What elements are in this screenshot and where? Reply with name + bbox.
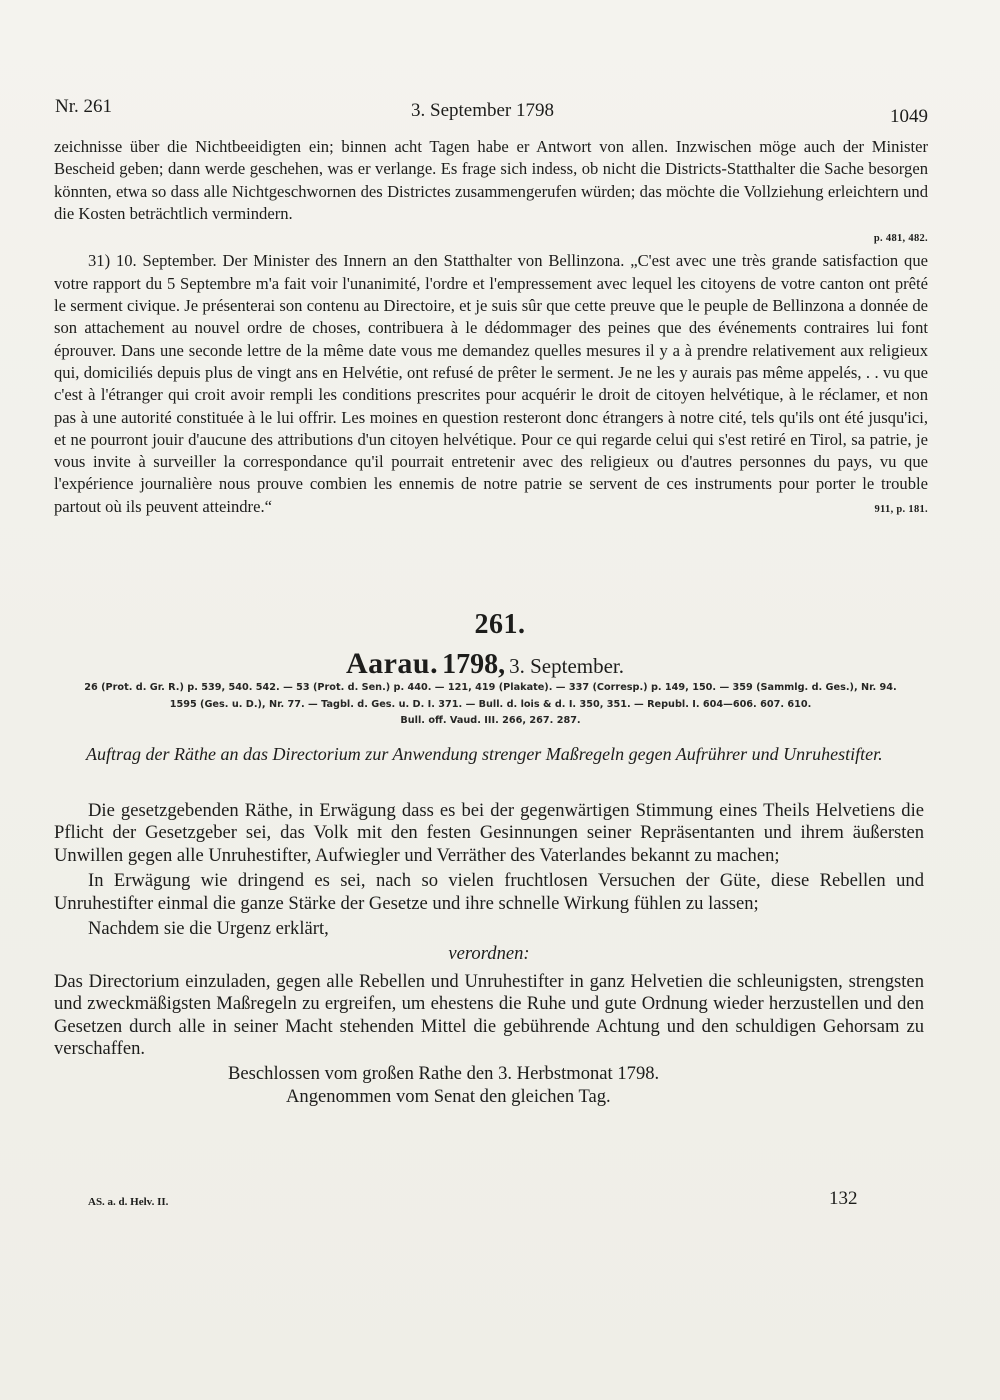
decree-paragraph: In Erwägung wie dringend es sei, nach so vielen fruchtlosen Versuchen der Güte, diese Rebellen und Unruhestifter einmal die ganze Stärke der Gesetze und ihre schnelle Wirkung fühlen zu lassen; (54, 870, 924, 914)
document-place: Aarau. (345, 647, 439, 680)
continuation-paragraph: zeichnisse über die Nichtbeeidigten ein; binnen acht Tagen habe er Antwort von allen. Inzwischen möge auch der Minister Bescheid geben; dann werde geschehen, was er verlange. Es frage sich indess, ob nicht die Districts-Statthalter die Sache besorgen könnten, etwa so dass alle Nichtgeschwornen des Districtes zusammengerufen würden; das möchte die Vollziehung erleichtern und die Kosten beträchtlich vermindern. (54, 137, 928, 223)
document-year: 1798, (442, 649, 506, 680)
decree-paragraph: Das Directorium einzuladen, gegen alle Rebellen und Unruhestifter in ganz Helvetien die schleunigsten, strengsten und zweckmäßigsten Maßregeln zu ergreifen, um ehestens die Ruhe und gute Ordnung wieder herzustellen und den Gesetzen durch alle in seiner Macht stehenden Mittel die gebührende Achtung und den schuldigen Gehorsam zu verschaffen. (54, 970, 924, 1060)
document-date: 3. September. (509, 654, 625, 678)
source-references (48, 680, 933, 730)
footer-sheet-number: 132 (829, 1188, 858, 1209)
document-number: 261. (474, 609, 526, 640)
previous-document-text (54, 136, 928, 521)
closing-line: Angenommen vom Senat den gleichen Tag. (286, 1085, 611, 1107)
source-line: 1595 (Ges. u. D.), Nr. 77. — Tagbl. d. Ges. u. D. I. 371. — Bull. d. lois & d. I. 350, 351. — Republ. I. 604—606. 607. 610. (169, 698, 812, 710)
minister-letter-paragraph: 31) 10. September. Der Minister des Innern an den Statthalter von Bellinzona. „C'est avec une très grande satisfaction que votre rapport du 5 Septembre m'a fait voir l'unanimité, l'ordre et l'empressement avec lequel les citoyens de votre canton ont prêté le serment civique. Je présenterai son contenu au Directoire, et je suis sûr que cette preuve que le peuple de Bellinzona a donnée de son attachement au nouvel ordre de choses, contribuera à le dédommager des peines que des événements contraires lui font éprouver. Dans une seconde lettre de la même date vous me demandez quelles mesures il y a à prendre relativement aux religieux qui, domiciliés depuis plus de vingt ans en Helvétie, ont refusé de prêter le serment. Je ne les y aurais pas même appelés, . . vu que c'est à l'étranger qui croit avoir rempli les conditions prescrites pour acquérir le droit de citoyen helvétique, à le réclamer, et non pas à une autorité constituée à le lui offrir. Les moines en question resteront donc étrangers à notre cité, tels qu'ils ont été jusqu'ici, et ne pourront jouir d'aucune des attributions d'un citoyen helvétique. Pour ce qui regarde celui qui s'est retiré en Tirol, sa patrie, je vous invite à surveiller la correspondance qu'il pourrait entretenir avec des religieux ou d'autres personnes du pays, vu que l'expérience journalière nous prouve combien les ennemis de notre patrie se servent de ces instruments pour porter le trouble partout où ils peuvent atteindre.“ (54, 251, 928, 516)
reference-note: p. 481, 482. (873, 233, 928, 245)
decree-paragraph: Nachdem sie die Urgenz erklärt, (88, 918, 329, 940)
header-page-number: 1049 (890, 106, 928, 127)
document-heading (0, 647, 970, 681)
document-summary: Auftrag der Räthe an das Directorium zur Anwendung strenger Maßregeln gegen Aufrührer und Unruhestifter. (86, 744, 883, 764)
decree-verordnen: verordnen: (448, 943, 530, 965)
header-document-number: Nr. 261 (55, 96, 112, 117)
footer-signature: AS. a. d. Helv. II. (88, 1196, 169, 1208)
closing-line: Beschlossen vom großen Rathe den 3. Herbstmonat 1798. (228, 1063, 660, 1085)
running-header (55, 96, 928, 127)
source-line: 26 (Prot. d. Gr. R.) p. 539, 540. 542. — 53 (Prot. d. Sen.) p. 440. — 121, 419 (Plakate). — 337 (Corresp.) p. 149, 150. — 359 (Sammlg. d. Ges.), Nr. 94. (84, 682, 897, 693)
header-date: 3. September 1798 (411, 100, 555, 121)
decree-body (54, 800, 924, 1108)
decree-paragraph: Die gesetzgebenden Räthe, in Erwägung dass es bei der gegenwärtigen Stimmung eines Theils Helvetiens die Pflicht der Gesetzgeber sei, das Volk mit den festen Gesinnungen seiner Repräsentanten und ihrem äußersten Unwillen gegen alle Unruhestifter, Aufwiegler und Verräther des Vaterlandes bekannt zu machen; (54, 800, 924, 866)
reference-note-2: 911, p. 181. (874, 504, 928, 516)
source-line: Bull. off. Vaud. III. 266, 267. 287. (400, 715, 581, 726)
